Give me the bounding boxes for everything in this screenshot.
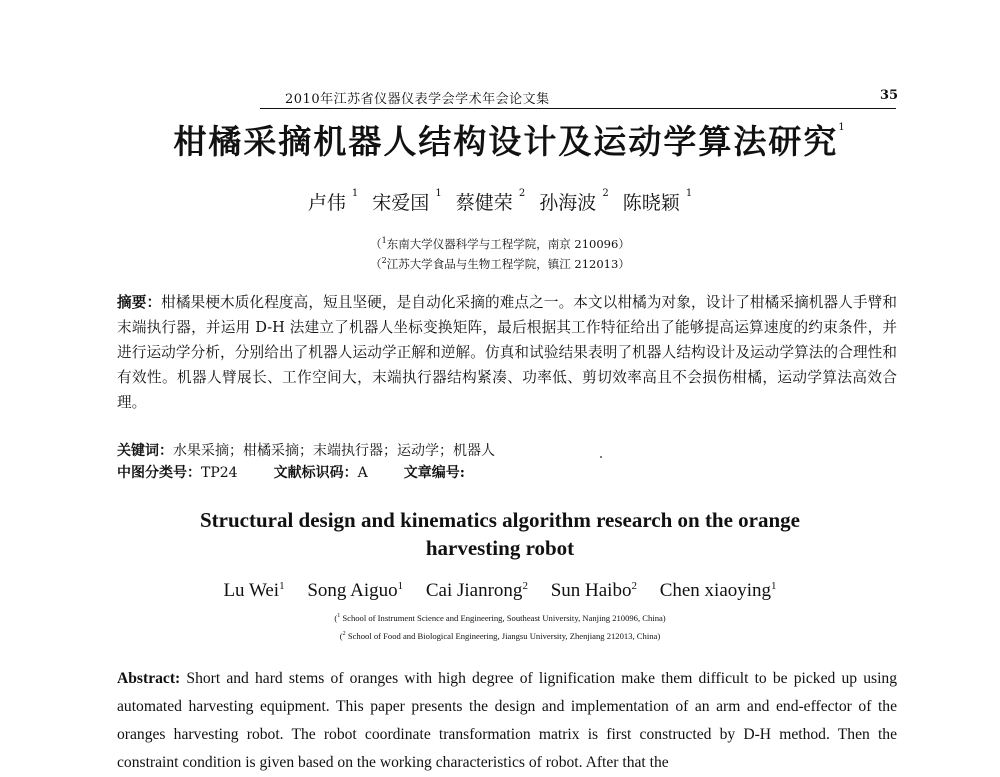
- title-chinese-text: 柑橘采摘机器人结构设计及运动学算法研究: [173, 122, 839, 161]
- title-en-line2: harvesting robot: [425, 536, 575, 560]
- author-zh-name: 陈晓颖: [622, 192, 680, 214]
- author-en-aff-mark: 2: [631, 580, 637, 592]
- running-head: 2010年江苏省仪器仪表学会学术年会论文集: [285, 92, 550, 107]
- author-en-aff-mark: 2: [522, 580, 528, 592]
- author-zh: [455, 188, 526, 214]
- author-en-name: Chen xiaoying: [659, 580, 772, 601]
- author-en-aff-mark: 1: [771, 580, 777, 592]
- author-zh-aff-mark: 2: [518, 188, 526, 199]
- author-zh: [372, 188, 442, 214]
- abstract-en-text: Short and hard stems of oranges with high degree of lignification make them difficult to be picked up using automated harvesting equipment. This paper presents the design and implementation of an arm and end-effector of the oranges harvesting robot. The robot coordinate transformation matrix is first constructed by D-H method. Then the constraint condition is given based on the working characteristics of robot. After that the: [117, 670, 897, 771]
- page-number: 35: [880, 88, 899, 103]
- classification-line: [117, 462, 465, 482]
- aff-en-text: School of Food and Biological Engineering, Jiangsu University, Zhenjiang 212013, China): [347, 631, 661, 641]
- author-en: [426, 580, 528, 601]
- stray-dot: [600, 456, 602, 458]
- author-en-name: Sun Haibo: [550, 580, 632, 601]
- author-zh: [622, 188, 693, 214]
- clc-label: 中图分类号：: [117, 465, 201, 481]
- author-en: [660, 580, 777, 601]
- aff-text: 东南大学仪器科学与工程学院，南京 210096）: [386, 237, 630, 251]
- author-zh-name: 孙海波: [539, 192, 597, 214]
- abstract-english: [117, 665, 897, 777]
- aff-mark: 1: [381, 236, 387, 245]
- doc-code-value: A: [357, 465, 368, 481]
- aff-en-mark: 1: [337, 613, 341, 619]
- author-zh: [307, 188, 359, 214]
- author-zh-aff-mark: 2: [602, 188, 609, 199]
- author-zh-aff-mark: 1: [685, 188, 693, 199]
- keywords-chinese: [117, 440, 495, 460]
- author-en: [223, 580, 284, 601]
- aff-open-paren: （: [370, 237, 382, 251]
- author-en: [551, 580, 637, 601]
- header-rule: [260, 108, 896, 109]
- title-chinese: [160, 116, 860, 163]
- clc-value: TP24: [201, 465, 238, 481]
- author-en: [307, 580, 403, 601]
- author-en-aff-mark: 1: [279, 580, 285, 592]
- article-number-label: 文章编号:: [403, 465, 465, 481]
- affiliation-zh-2: [120, 256, 880, 272]
- abstract-zh-label: 摘要：: [117, 294, 162, 311]
- title-english: [120, 506, 880, 562]
- aff-en-text: School of Instrument Science and Engineering, Southeast University, Nanjing 210096, China): [342, 613, 666, 623]
- aff-mark: 2: [381, 256, 387, 265]
- title-note-mark: 1: [838, 122, 847, 133]
- author-zh-name: 蔡健荣: [455, 192, 513, 214]
- abstract-en-label: Abstract:: [117, 670, 181, 687]
- aff-open-paren: （: [370, 257, 382, 271]
- affiliation-en-2: ($^2$ School of Food and Biological Engineering, Jiangsu University, Zhenjiang 212013, China): [339, 631, 661, 641]
- title-en-line1: Structural design and kinematics algorithm research on the orange: [199, 508, 801, 532]
- affiliation-zh-1: [120, 236, 880, 252]
- keywords-label: 关键词：: [117, 443, 173, 459]
- authors-chinese: [120, 188, 880, 215]
- authors-english: [100, 580, 900, 602]
- abstract-zh-text: 柑橘果梗木质化程度高，短且坚硬，是自动化采摘的难点之一。本文以柑橘为对象，设计了柑橘采摘机器人手臂和末端执行器，并运用 D-H 法建立了机器人坐标变换矩阵，最后根据其工作特征给出了能够提高运算速度的约束条件，并进行运动学分析，分别给出了机器人运动学正解和逆解。仿真和试验结果表明了机器人结构设计及运动学算法的合理性和有效性。机器人臂展长、工作空间大，末端执行器结构紧凑、功率低、剪切效率高且不会损伤柑橘，运动学算法高效合理。: [117, 294, 897, 411]
- affiliation-en-1: ($^1$ School of Instrument Science and Engineering, Southeast University, Nanjing 210096, China): [334, 613, 666, 623]
- aff-text: 江苏大学食品与生物工程学院，镇江 212013）: [386, 257, 630, 271]
- author-zh-aff-mark: 1: [351, 188, 359, 199]
- aff-en-mark: 2: [342, 631, 346, 637]
- author-zh-name: 宋爱国: [372, 192, 430, 214]
- author-en-name: Lu Wei: [223, 580, 280, 601]
- abstract-chinese: [117, 290, 897, 415]
- author-en-name: Cai Jianrong: [425, 580, 523, 601]
- author-en-aff-mark: 1: [397, 580, 404, 592]
- author-en-name: Song Aiguo: [307, 580, 398, 601]
- doc-code-label: 文献标识码：: [273, 465, 358, 481]
- keywords-text: 水果采摘；柑橘采摘；末端执行器；运动学；机器人: [173, 443, 495, 459]
- author-zh-name: 卢伟: [307, 192, 346, 214]
- author-zh-aff-mark: 1: [435, 188, 442, 199]
- author-zh: [539, 188, 609, 214]
